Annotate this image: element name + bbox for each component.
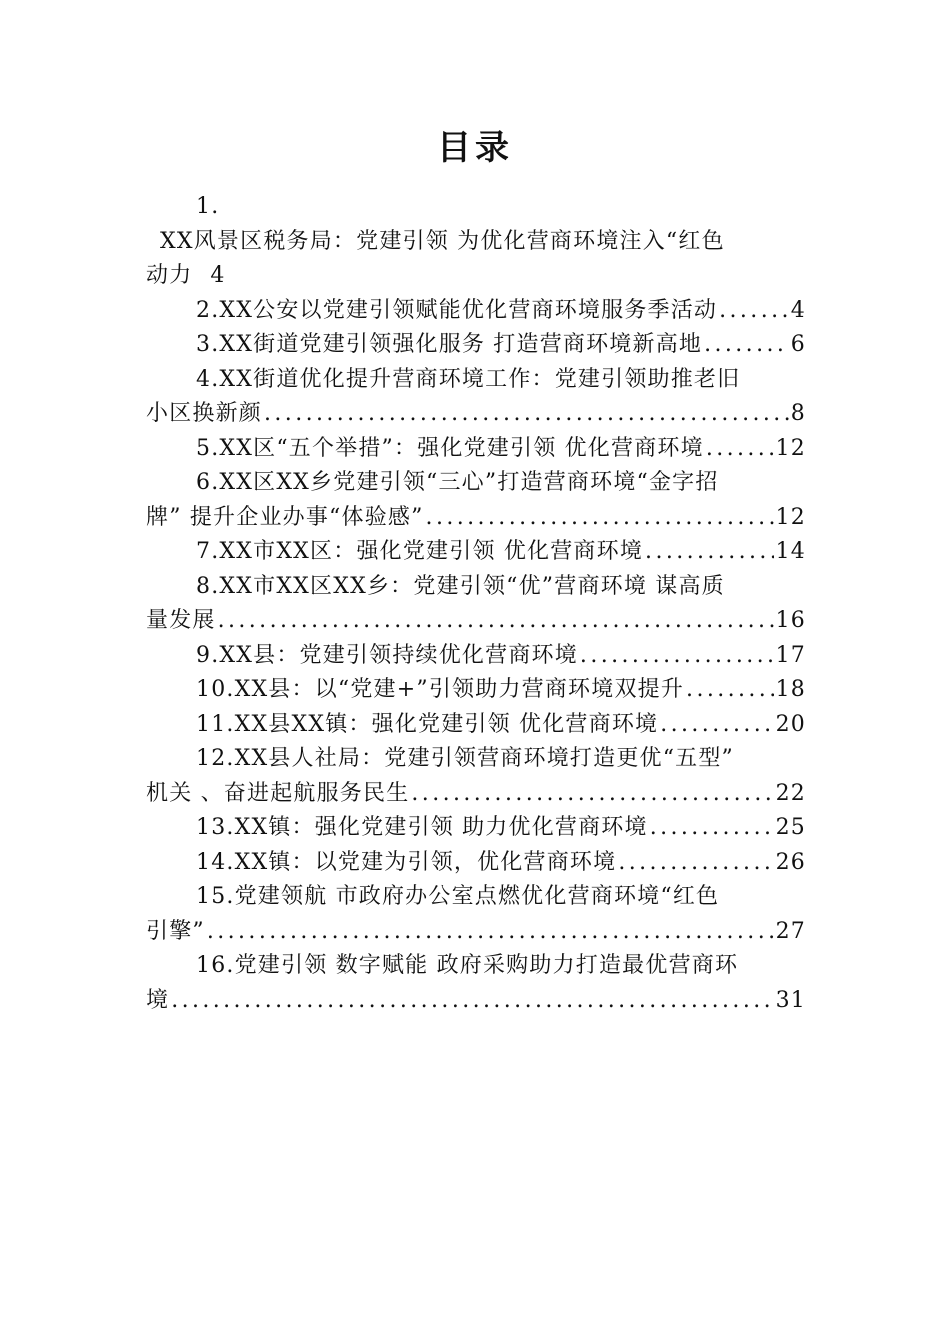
toc-leader-dots xyxy=(426,501,774,536)
toc-leader-dots xyxy=(706,432,774,467)
toc-entry-text: 13.XX镇：强化党建引领 助力优化营商环境 xyxy=(196,815,648,840)
toc-entry-8[interactable] xyxy=(146,570,806,639)
toc-entry-text: 8.XX市XX区XX乡：党建引领“优”营商环境 谋高质 xyxy=(196,573,725,599)
toc-entry-text: 3.XX街道党建引领强化服务 打造营商环境新高地 xyxy=(196,332,703,357)
toc-entry-13[interactable] xyxy=(146,811,806,846)
toc-entry-text: 4.XX街道优化提升营商环境工作：党建引领助推老旧 xyxy=(196,366,741,392)
toc-leader-dots xyxy=(264,397,789,432)
toc-page-number: 31 xyxy=(775,987,806,1013)
toc-leader-dots xyxy=(171,984,773,1019)
toc-entry-text: 6.XX区XX乡党建引领“三心”打造营商环境“金字招 xyxy=(196,470,719,495)
toc-entry-5[interactable] xyxy=(146,432,806,467)
toc-entry-15[interactable] xyxy=(146,880,806,949)
toc-entry-text: 14.XX镇：以党建为引领，优化营商环境 xyxy=(196,849,617,875)
toc-entry-text: 牌” 提升企业办事“体验感” xyxy=(146,504,424,530)
toc-entry-6[interactable] xyxy=(146,466,806,535)
toc-entry-3[interactable] xyxy=(146,328,806,363)
toc-entry-text: 10.XX县：以“党建+”引领助力营商环境双提升 xyxy=(196,677,685,702)
toc-entry-text: 16.党建引领 数字赋能 政府采购助力打造最优营商环 xyxy=(196,953,739,978)
toc-leader-dots xyxy=(580,639,774,674)
toc-entry-9[interactable] xyxy=(146,639,806,674)
toc-page-number: 27 xyxy=(775,918,806,944)
toc-leader-dots xyxy=(645,535,774,570)
toc-entry-12[interactable] xyxy=(146,742,806,811)
toc-page-number: 26 xyxy=(775,849,806,875)
toc-entry-14[interactable] xyxy=(146,846,806,881)
toc-entry-text: 境 xyxy=(146,987,170,1013)
toc-entry-text: 2.XX公安以党建引领赋能优化营商环境服务季活动 xyxy=(196,297,718,323)
toc-entry-7[interactable] xyxy=(146,535,806,570)
toc-leader-dots xyxy=(218,604,774,639)
toc-page-number: 16 xyxy=(775,608,806,633)
toc-entry-11[interactable] xyxy=(146,708,806,743)
toc-entry-text: 引擎” xyxy=(146,918,205,944)
toc-entry-2[interactable] xyxy=(146,294,806,329)
toc-page-number: 18 xyxy=(775,677,806,702)
toc-page-number: 22 xyxy=(775,780,806,806)
toc-entry-text: 机关 、奋进起航服务民生 xyxy=(146,780,410,806)
toc-entry-text: 7.XX市XX区：强化党建引领 优化营商环境 xyxy=(196,539,644,564)
toc-entry-1[interactable] xyxy=(146,190,806,294)
toc-leader-dots xyxy=(686,673,774,708)
toc-page-number: 12 xyxy=(775,435,806,461)
toc-page-number: 4 xyxy=(210,263,226,288)
toc-page-number: 12 xyxy=(775,504,806,530)
toc-page-number: 17 xyxy=(775,642,806,668)
toc-leader-dots xyxy=(207,915,774,950)
toc-page-number: 14 xyxy=(775,539,806,564)
toc-entry-16[interactable] xyxy=(146,949,806,1018)
toc-leader-dots xyxy=(704,328,789,363)
page-title: 目录 xyxy=(437,128,513,168)
toc-entry-text: 量发展 xyxy=(146,608,216,633)
toc-page-number: 4 xyxy=(790,297,806,323)
toc-leader-dots xyxy=(650,811,774,846)
toc-entry-4[interactable] xyxy=(146,363,806,432)
toc-leader-dots xyxy=(618,846,773,881)
toc-leader-dots xyxy=(719,294,789,329)
toc-entry-text: XX风景区税务局：党建引领 为优化营商环境注入“红色 xyxy=(160,228,725,254)
toc-page-number: 8 xyxy=(790,401,806,426)
toc-entry-text: 9.XX县：党建引领持续优化营商环境 xyxy=(196,642,578,668)
toc-entry-text: 1. xyxy=(196,194,220,219)
toc-leader-dots xyxy=(411,777,773,812)
toc-entry-10[interactable] xyxy=(146,673,806,708)
toc-entry-text: 15.党建领航 市政府办公室点燃优化营商环境“红色 xyxy=(196,884,720,909)
toc-leader-dots xyxy=(660,708,773,743)
table-of-contents xyxy=(146,190,806,1018)
toc-page-number: 6 xyxy=(790,332,806,357)
toc-entry-text: 小区换新颜 xyxy=(146,401,263,426)
toc-entry-text: 11.XX县XX镇：强化党建引领 优化营商环境 xyxy=(196,711,659,737)
toc-page-number: 20 xyxy=(775,711,806,737)
toc-entry-text: 动力 xyxy=(146,263,193,288)
toc-page-number: 25 xyxy=(775,815,806,840)
toc-entry-text: 12.XX县人社局：党建引领营商环境打造更优“五型” xyxy=(196,746,735,771)
toc-entry-text: 5.XX区“五个举措”：强化党建引领 优化营商环境 xyxy=(196,435,704,461)
